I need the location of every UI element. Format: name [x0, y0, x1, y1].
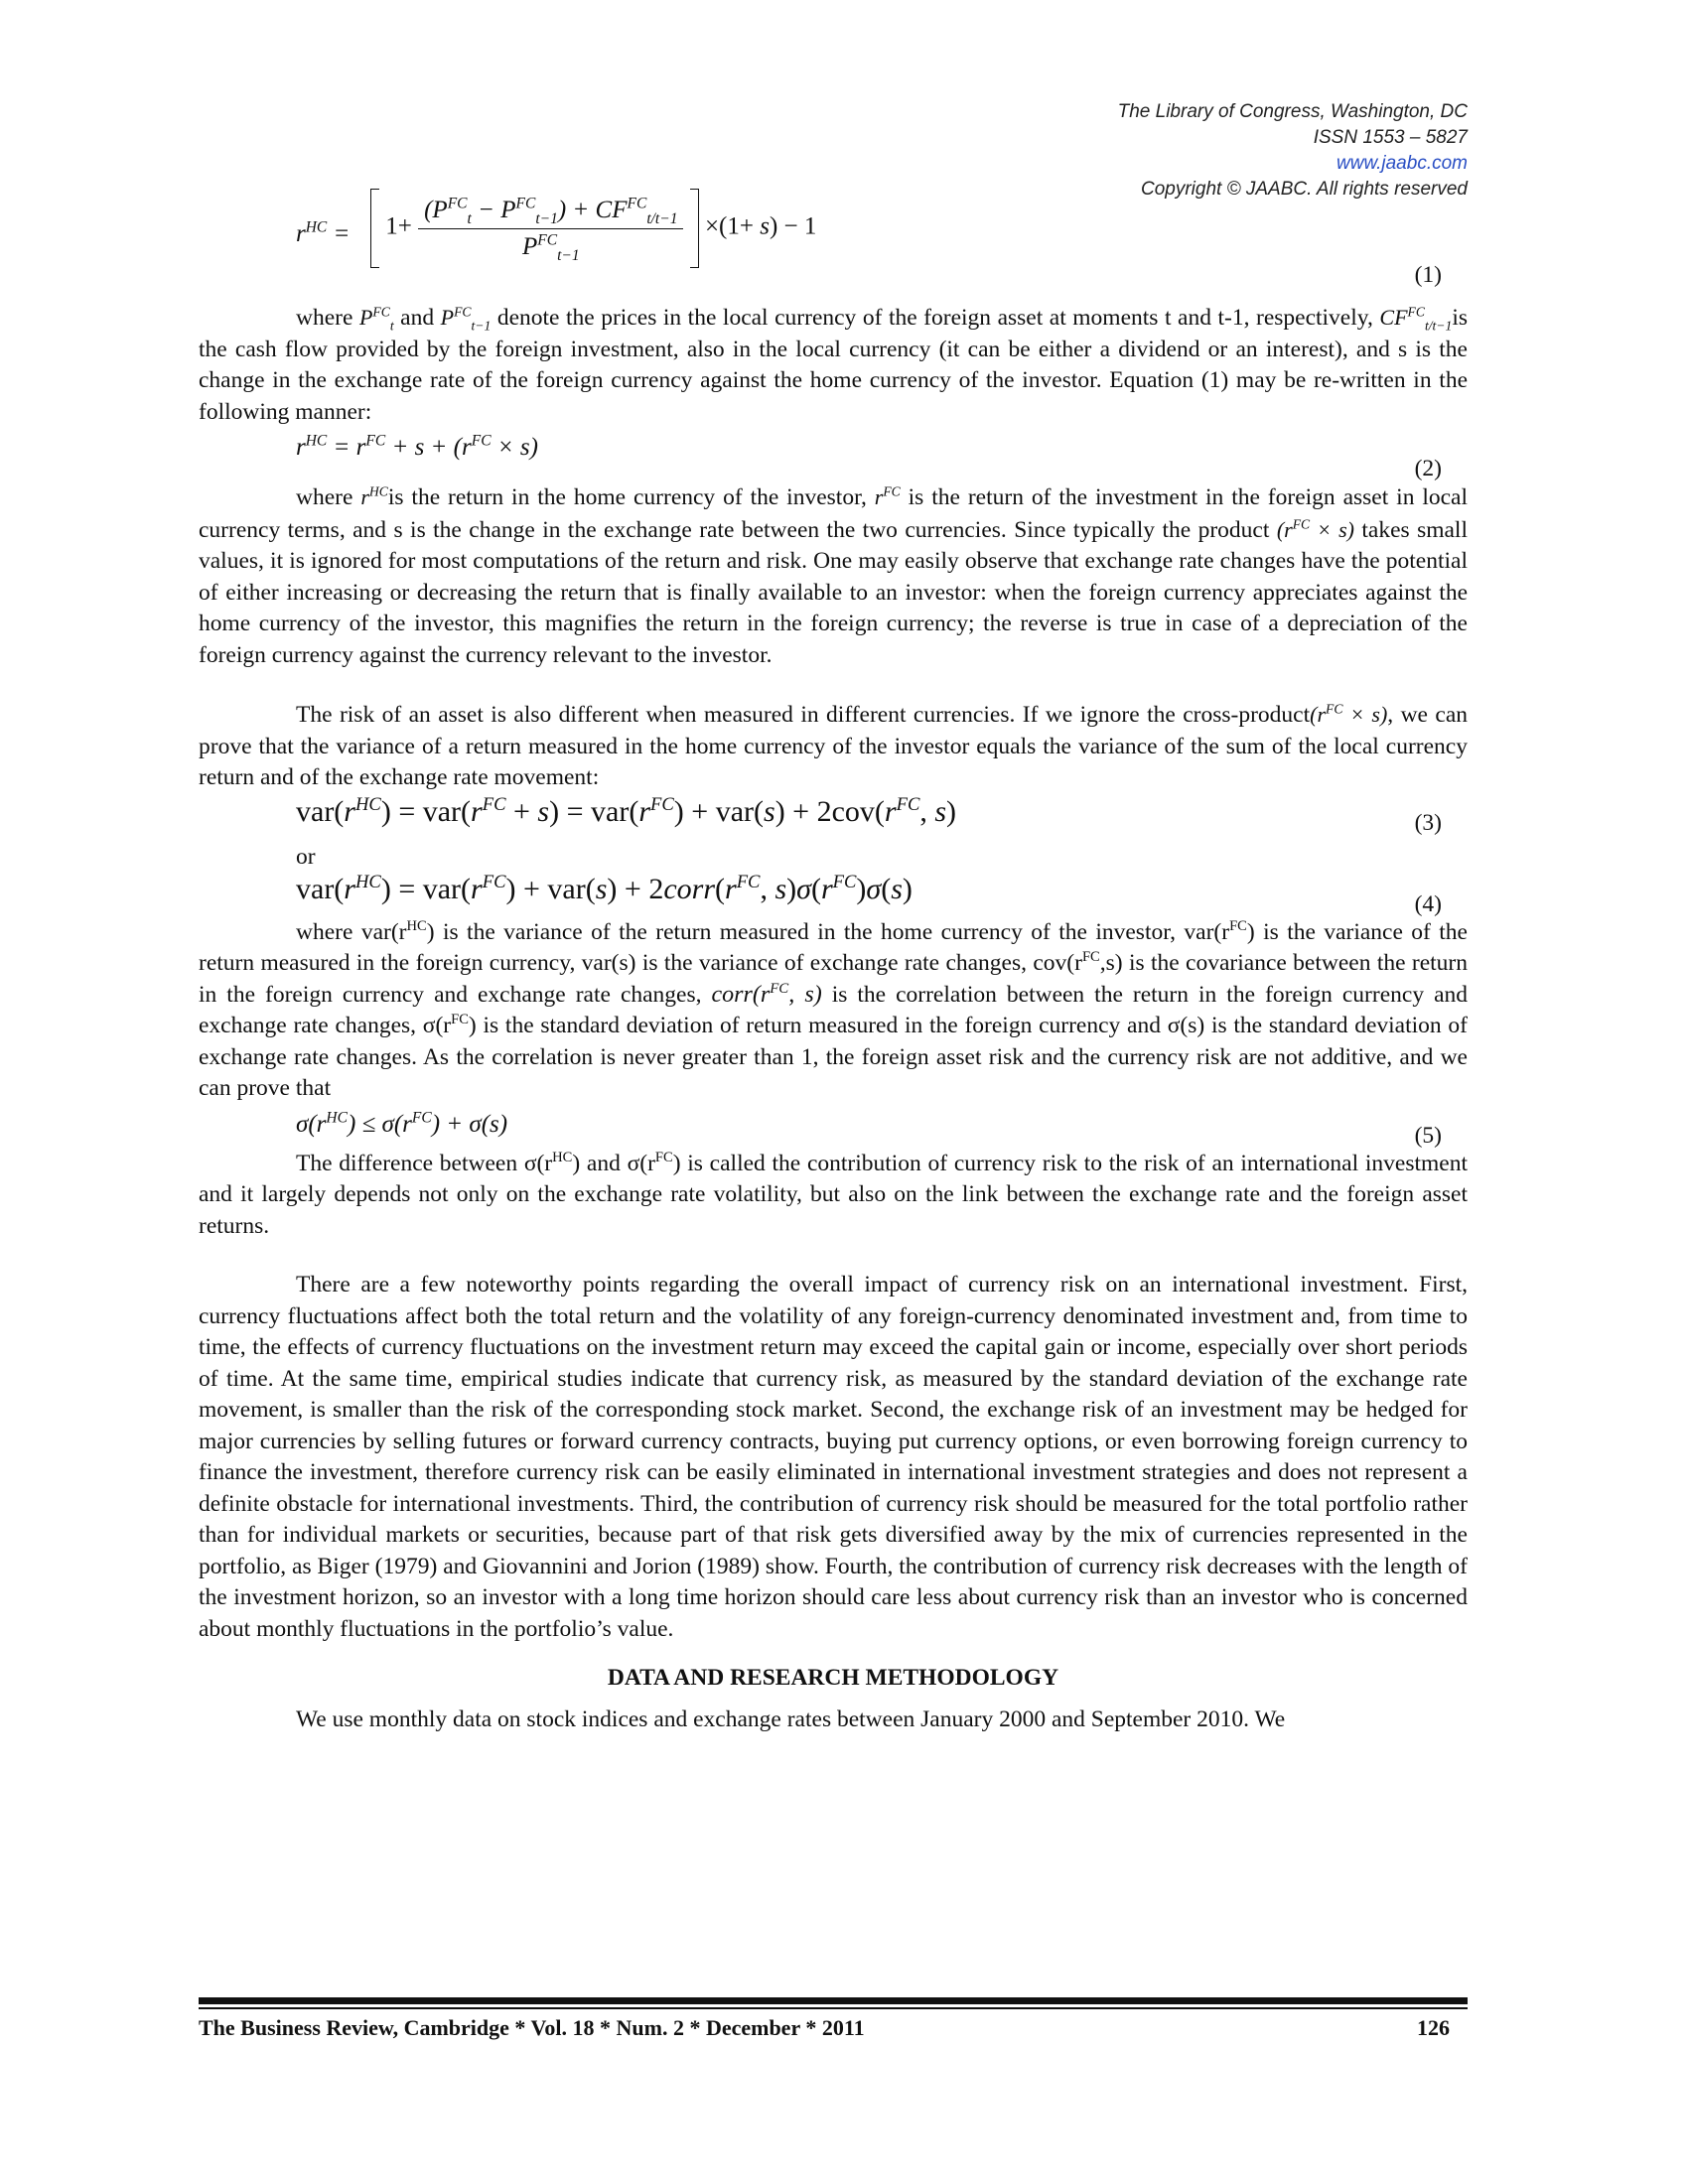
equation-3-number: (3) — [1414, 809, 1442, 836]
equation-5: $\sigma(r^{HC}) \le \sigma(r^{FC}) + \sigma(s)$ (5) — [296, 1105, 1468, 1149]
equation-4: $var(r^{HC}) = var(r^{FC}) + var(s)$ + $2corr(r^{FC}$, $s)\sigma(r^{FC})\sigma(s)$ (4) — [296, 872, 1468, 917]
footer-rule-thin — [199, 2007, 1468, 2009]
paragraph-3: The risk of an asset is also different when measured in different currencies. If we ignore the cross-$product(r^{FC} \times s)$, we can prove that the variance of a return measured in the home currency of the investor equals the variance of the sum of the local currency return and of the exchange rate movement: — [199, 701, 1469, 790]
footer-rule-thick — [199, 1997, 1468, 2004]
equation-1-number: (1) — [1414, 262, 1442, 288]
page-number: 126 — [1417, 2015, 1450, 2040]
paragraph-6: There are a few noteworthy points regarding the overall impact of currency risk on an international investment. First, currency fluctuations affect both the total return and the volatility of any foreign-currency denominated investment and, from time to time, the effects of currency fluctuations on the investment return may exceed the capital gain or income, especially over short periods of time. At the same time, empirical studies indicate that currency risk, as measured by the standard deviation of the exchange rate movement, is smaller than the risk of the corresponding stock market. Second, the exchange risk of an investment may be hedged for major currencies by selling futures or forward currency contracts, buying put currency options, or even borrowing foreign currency to finance the investment, therefore currency risk can be easily eliminated in international investment strategies and does not represent a definite obstacle for international investments. Third, the contribution of currency risk should be measured for the total portfolio rather than for individual markets or securities, because part of that risk gets diversified away by the mix of currencies represented in the portfolio, as Biger (1979) and Giovannini and Jorion (1989) show. Fourth, the contribution of currency risk decreases with the length of the investment horizon, so an investor with a long time horizon should care less about currency risk than an investor who is concerned about monthly fluctuations in the portfolio’s value. — [199, 1272, 1468, 1642]
equation-4-number: (4) — [1414, 890, 1442, 917]
footer — [199, 2015, 1450, 2045]
section-heading: DATA AND RESEARCH METHODOLOGY — [607, 1665, 1059, 1691]
header-library: The Library of Congress, Washington, DC — [1117, 101, 1468, 122]
or-word: or — [296, 843, 316, 870]
paragraph-5: The difference between $\sigma(r^{HC})$ and $\sigma(r^{FC})$ is called the contribution of currency risk to the risk of an international investment and it largely depends not only on the exchange rate volatility, but also on the link between the exchange rate and the foreign asset returns. — [199, 1149, 1468, 1239]
paragraph-7: We use monthly data on stock indices and exchange rates between January 2000 and September 2010. We — [296, 1706, 1286, 1732]
paragraph-1: where $P^{FC}_t$ and $P^{FC}_{t-1}$ denote the prices in the local currency of the foreign asset at moments t and t-1, respectively, $CF^{FC}_{t/t-1}is$ the cash flow provided by the foreign investment, also in the local currency (it can be either a dividend or an interest), and s is the change in the exchange rate of the foreign currency against the home currency of the investor. Equation (1) may be re-written in the following manner: — [199, 304, 1469, 425]
equation-3: $var(r^{HC}) = var(r^{FC} + s) = var(r^{FC}) + var(s) + 2cov(r^{FC}$, s) (3) — [296, 794, 1468, 842]
equation-2-number: (2) — [1414, 456, 1442, 481]
header-copyright: Copyright © JAABC. All rights reserved — [1140, 179, 1468, 200]
equation-5-number: (5) — [1414, 1122, 1442, 1149]
article-body — [199, 189, 1468, 1735]
journal-header — [1118, 99, 1468, 203]
paragraph-4: where $var(r^{HC})$ is the variance of the return measured in the home currency of the investor, $var(r^{FC})$ is the variance of the return measured in the foreign currency, var(s) is the variance of exchange rate changes, $cov(r^{FC},s)$ is the covariance between the return in the foreign currency and exchange rate changes, $corr(r^{FC}$, s) is the correlation between the return in the foreign currency and exchange rate changes, $\sigma(r^{FC})$ is the standard deviation of return measured in the foreign currency and σ(s) is the standard deviation of exchange rate changes. As the correlation is never greater than 1, the foreign asset risk and the currency risk are not additive, and we can prove that — [199, 917, 1469, 1101]
header-website-link[interactable]: www.jaabc.com — [1336, 153, 1468, 174]
header-issn: ISSN 1553 – 5827 — [1313, 127, 1468, 148]
paragraph-2: where $r^{HC}is$ the return in the home currency of the investor, $r^{FC}$ is the return of the investment in the foreign asset in local currency terms, and s is the change in the exchange rate between the two currencies. Since typically the product $(r^{FC} \times s)$ takes small values, it is ignored for most computations of the return and risk. One may easily observe that exchange rate changes have the potential of either increasing or decreasing the return that is finally available to an investor: when the foreign currency appreciates against the home currency of the investor, this magnifies the return in the foreign currency; the reverse is true in case of a depreciation of the foreign currency against the currency relevant to the investor. — [199, 483, 1469, 668]
equation-2: $r^{HC} = r^{FC} + s + (r^{FC} \times s)$ (2) — [296, 428, 1468, 481]
equation-1: $r^{HC}$ = 1+ $\frac{(P^{FC}_t - P^{FC}_{t-1}) + CF^{FC}_{t/t-1}}{P^{FC}_{t-1}}$ ×(1+ s) − 1 (1) — [296, 189, 1468, 288]
footer-citation: The Business Review, Cambridge * Vol. 18 * Num. 2 * December * 2011 — [199, 2015, 865, 2040]
